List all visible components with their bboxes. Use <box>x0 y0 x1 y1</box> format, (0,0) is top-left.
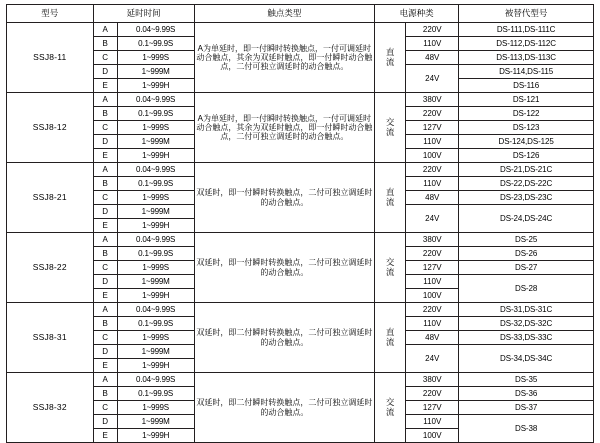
cell-replacement-model: DS-124,DS-125 <box>459 135 594 149</box>
cell-replacement-model: DS-126 <box>459 149 594 163</box>
cell-delay-range: 1~999M <box>117 345 194 359</box>
cell-code: E <box>93 219 117 233</box>
cell-voltage: 100V <box>406 289 459 303</box>
table-row <box>7 373 594 387</box>
cell-voltage: 220V <box>406 387 459 401</box>
cell-replacement-model: DS-123 <box>459 121 594 135</box>
cell-code: A <box>93 93 117 107</box>
cell-voltage: 24V <box>406 65 459 93</box>
cell-voltage: 110V <box>406 275 459 289</box>
table-header <box>7 5 594 23</box>
cell-model: SSJ8-22 <box>7 233 94 303</box>
cell-code: D <box>93 205 117 219</box>
cell-contact-type: A为单延时，即一付瞬时转换触点，一付可调延时动合触点，其余为双延时触点，即一付瞬时动合触点，二付可独立调延时的动合触点。 <box>194 93 374 163</box>
header-replacement-model: 被替代型号 <box>459 5 594 23</box>
cell-delay-range: 1~999S <box>117 51 194 65</box>
cell-voltage: 127V <box>406 261 459 275</box>
cell-code: C <box>93 121 117 135</box>
cell-replacement-model: DS-25 <box>459 233 594 247</box>
cell-delay-range: 1~999H <box>117 219 194 233</box>
cell-replacement-model: DS-31,DS-31C <box>459 303 594 317</box>
cell-replacement-model: DS-113,DS-113C <box>459 51 594 65</box>
cell-delay-range: 0.1~99.9S <box>117 177 194 191</box>
cell-voltage: 127V <box>406 401 459 415</box>
table-row <box>7 233 594 247</box>
table-row <box>7 303 594 317</box>
table-row <box>7 23 594 37</box>
table-body <box>7 23 594 443</box>
cell-code: A <box>93 373 117 387</box>
cell-code: B <box>93 317 117 331</box>
cell-voltage: 48V <box>406 51 459 65</box>
cell-delay-range: 0.04~9.99S <box>117 23 194 37</box>
cell-replacement-model: DS-22,DS-22C <box>459 177 594 191</box>
cell-delay-range: 0.1~99.9S <box>117 247 194 261</box>
cell-code: B <box>93 247 117 261</box>
cell-voltage: 110V <box>406 135 459 149</box>
cell-model: SSJ8-31 <box>7 303 94 373</box>
cell-code: E <box>93 359 117 373</box>
cell-replacement-model: DS-24,DS-24C <box>459 205 594 233</box>
cell-delay-range: 0.04~9.99S <box>117 303 194 317</box>
cell-delay-range: 1~999S <box>117 401 194 415</box>
cell-code: D <box>93 65 117 79</box>
cell-delay-range: 1~999H <box>117 359 194 373</box>
cell-replacement-model: DS-28 <box>459 275 594 303</box>
cell-code: A <box>93 163 117 177</box>
cell-voltage: 380V <box>406 93 459 107</box>
cell-voltage: 100V <box>406 149 459 163</box>
cell-voltage: 220V <box>406 303 459 317</box>
cell-replacement-model: DS-23,DS-23C <box>459 191 594 205</box>
cell-delay-range: 0.04~9.99S <box>117 233 194 247</box>
cell-replacement-model: DS-21,DS-21C <box>459 163 594 177</box>
cell-voltage: 110V <box>406 37 459 51</box>
cell-contact-type: 双延时，即二付瞬时转换触点，二付可独立调延时的动合触点。 <box>194 303 374 373</box>
cell-delay-range: 0.1~99.9S <box>117 37 194 51</box>
cell-contact-type: 双延时，即一付瞬时转换触点，二付可独立调延时的动合触点。 <box>194 163 374 233</box>
header-row <box>7 5 594 23</box>
cell-power-type: 交 流 <box>375 93 406 163</box>
cell-replacement-model: DS-37 <box>459 401 594 415</box>
cell-contact-type: 双延时，即二付瞬时转换触点，二付可独立调延时的动合触点。 <box>194 373 374 443</box>
cell-contact-type: A为单延时，即一付瞬时转换触点，一付可调延时动合触点，其余为双延时触点，即一付瞬时动合触点，二付可独立调延时的动合触点。 <box>194 23 374 93</box>
cell-power-type: 直 流 <box>375 23 406 93</box>
table-row <box>7 163 594 177</box>
cell-contact-type: 双延时，即一付瞬时转换触点，二付可独立调延时的动合触点。 <box>194 233 374 303</box>
cell-voltage: 220V <box>406 107 459 121</box>
cell-code: B <box>93 177 117 191</box>
cell-delay-range: 0.04~9.99S <box>117 93 194 107</box>
cell-power-type: 交 流 <box>375 373 406 443</box>
cell-voltage: 24V <box>406 205 459 233</box>
cell-code: D <box>93 135 117 149</box>
cell-voltage: 110V <box>406 415 459 429</box>
cell-code: D <box>93 415 117 429</box>
cell-model: SSJ8-32 <box>7 373 94 443</box>
cell-code: E <box>93 79 117 93</box>
cell-delay-range: 1~999M <box>117 205 194 219</box>
cell-code: A <box>93 233 117 247</box>
cell-voltage: 220V <box>406 163 459 177</box>
cell-delay-range: 1~999M <box>117 415 194 429</box>
cell-code: C <box>93 261 117 275</box>
cell-replacement-model: DS-121 <box>459 93 594 107</box>
cell-code: C <box>93 401 117 415</box>
cell-replacement-model: DS-122 <box>459 107 594 121</box>
cell-delay-range: 1~999M <box>117 65 194 79</box>
cell-code: D <box>93 345 117 359</box>
cell-delay-range: 1~999M <box>117 275 194 289</box>
cell-code: E <box>93 289 117 303</box>
cell-voltage: 100V <box>406 429 459 443</box>
cell-model: SSJ8-21 <box>7 163 94 233</box>
cell-power-type: 直 流 <box>375 303 406 373</box>
cell-replacement-model: DS-33,DS-33C <box>459 331 594 345</box>
header-model: 型号 <box>7 5 94 23</box>
cell-voltage: 48V <box>406 331 459 345</box>
cell-delay-range: 0.04~9.99S <box>117 163 194 177</box>
cell-code: B <box>93 37 117 51</box>
cell-replacement-model: DS-116 <box>459 79 594 93</box>
cell-delay-range: 0.04~9.99S <box>117 373 194 387</box>
cell-delay-range: 0.1~99.9S <box>117 387 194 401</box>
cell-replacement-model: DS-27 <box>459 261 594 275</box>
cell-voltage: 48V <box>406 191 459 205</box>
cell-replacement-model: DS-114,DS-115 <box>459 65 594 79</box>
cell-voltage: 127V <box>406 121 459 135</box>
cell-code: C <box>93 51 117 65</box>
table-row <box>7 93 594 107</box>
cell-replacement-model: DS-34,DS-34C <box>459 345 594 373</box>
cell-replacement-model: DS-32,DS-32C <box>459 317 594 331</box>
cell-code: A <box>93 23 117 37</box>
cell-code: B <box>93 107 117 121</box>
cell-voltage: 110V <box>406 317 459 331</box>
cell-replacement-model: DS-38 <box>459 415 594 443</box>
cell-code: C <box>93 331 117 345</box>
cell-voltage: 24V <box>406 345 459 373</box>
cell-code: A <box>93 303 117 317</box>
cell-delay-range: 1~999H <box>117 149 194 163</box>
cell-voltage: 380V <box>406 233 459 247</box>
cell-delay-range: 1~999H <box>117 79 194 93</box>
cell-delay-range: 1~999S <box>117 191 194 205</box>
cell-delay-range: 1~999H <box>117 429 194 443</box>
cell-code: E <box>93 149 117 163</box>
header-delay-time: 延时时间 <box>93 5 194 23</box>
cell-model: SSJ8-11 <box>7 23 94 93</box>
cell-delay-range: 0.1~99.9S <box>117 317 194 331</box>
cell-replacement-model: DS-111,DS-111C <box>459 23 594 37</box>
cell-replacement-model: DS-35 <box>459 373 594 387</box>
cell-power-type: 交 流 <box>375 233 406 303</box>
cell-voltage: 220V <box>406 23 459 37</box>
cell-replacement-model: DS-36 <box>459 387 594 401</box>
cell-replacement-model: DS-112,DS-112C <box>459 37 594 51</box>
cell-voltage: 380V <box>406 373 459 387</box>
cell-voltage: 220V <box>406 247 459 261</box>
cell-code: C <box>93 191 117 205</box>
cell-code: E <box>93 429 117 443</box>
cell-delay-range: 1~999S <box>117 121 194 135</box>
cell-delay-range: 1~999S <box>117 331 194 345</box>
cell-delay-range: 1~999S <box>117 261 194 275</box>
cell-voltage: 110V <box>406 177 459 191</box>
cell-replacement-model: DS-26 <box>459 247 594 261</box>
cell-delay-range: 1~999M <box>117 135 194 149</box>
header-power-type: 电源种类 <box>375 5 459 23</box>
cell-delay-range: 1~999H <box>117 289 194 303</box>
cell-power-type: 直 流 <box>375 163 406 233</box>
header-contact-type: 触点类型 <box>194 5 374 23</box>
cell-code: B <box>93 387 117 401</box>
specification-table <box>6 4 594 443</box>
cell-model: SSJ8-12 <box>7 93 94 163</box>
cell-delay-range: 0.1~99.9S <box>117 107 194 121</box>
cell-code: D <box>93 275 117 289</box>
